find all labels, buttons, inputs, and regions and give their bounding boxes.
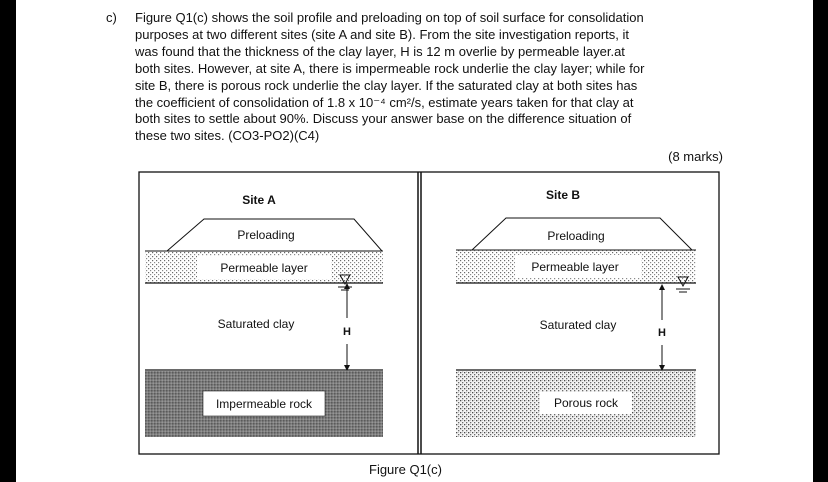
site-b-rock-label: Porous rock — [553, 396, 619, 410]
site-a-permeable-label: Permeable layer — [220, 261, 308, 275]
site-b-panel — [456, 188, 696, 437]
site-a-rock-label: Impermeable rock — [215, 397, 313, 411]
question-line: the coefficient of consolidation of 1.8 x 10⁻⁴ cm²/s, estimate years taken for that clay at — [135, 94, 634, 110]
site-b-permeable-label: Permeable layer — [531, 260, 619, 274]
marks-label: (8 marks) — [668, 149, 723, 164]
site-a-clay-label: Saturated clay — [217, 317, 295, 331]
question-label: c) — [106, 10, 117, 25]
site-a-thickness-label: H — [343, 326, 351, 338]
document-page — [16, 0, 813, 482]
site-b-thickness-label: H — [658, 327, 666, 339]
site-a-preloading-label: Preloading — [237, 228, 295, 242]
question-line: both sites. However, at site A, there is impermeable rock underlie the clay layer; while for — [135, 60, 645, 76]
site-b-clay-label: Saturated clay — [539, 318, 617, 332]
site-a-title: Site A — [242, 193, 276, 207]
figure-caption: Figure Q1(c) — [369, 462, 442, 477]
site-a-panel — [145, 193, 383, 437]
question-line: Figure Q1(c) shows the soil profile and preloading on top of soil surface for consolidation — [135, 10, 644, 25]
site-b-preloading-label: Preloading — [547, 229, 605, 243]
question-line: was found that the thickness of the clay layer, H is 12 m overlie by permeable layer.at — [135, 43, 625, 59]
question-line: purposes at two different sites (site A and site B). From the site investigation reports, it — [135, 26, 629, 42]
question-line: these two sites. (CO3-PO2)(C4) — [135, 128, 320, 144]
question-line: both sites to settle about 90%. Discuss your answer base on the difference situation of — [135, 111, 632, 127]
soil-profile-figure — [16, 0, 813, 482]
question-line: site B, there is porous rock underlie the clay layer. If the saturated clay at both sites has — [135, 77, 638, 93]
site-b-title: Site B — [545, 188, 581, 202]
